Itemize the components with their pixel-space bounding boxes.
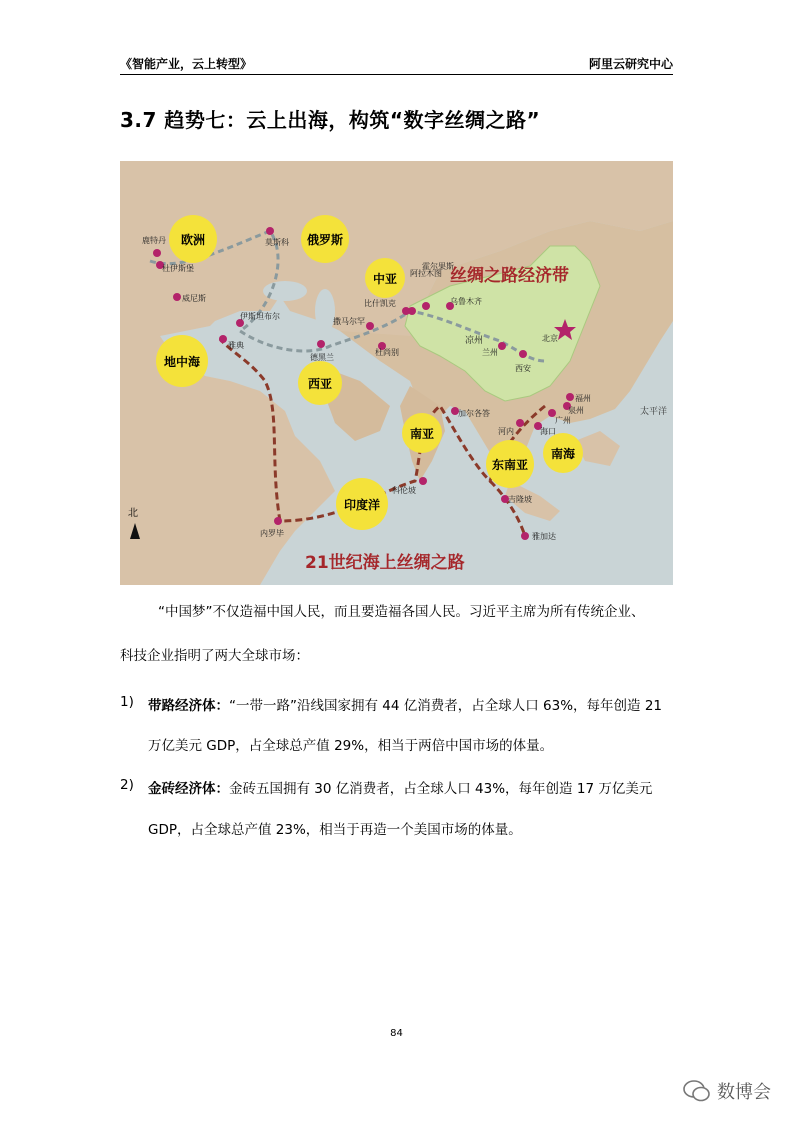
caspian-sea [315,289,335,333]
svg-text:鹿特丹: 鹿特丹 [142,236,166,245]
svg-text:德黑兰: 德黑兰 [310,353,334,362]
list-item-1-text: “一带一路”沿线国家拥有 44 亿消费者，占全球人口 63%，每年创造 21 [229,698,663,714]
svg-text:雅加达: 雅加达 [532,532,556,541]
svg-text:西安: 西安 [515,364,531,373]
belt-title: 丝绸之路经济带 [450,266,569,286]
svg-text:吉隆坡: 吉隆坡 [508,495,532,504]
svg-text:兰州: 兰州 [482,348,498,357]
svg-text:加尔各答: 加尔各答 [458,409,490,418]
svg-text:比什凯克: 比什凯克 [364,299,396,308]
svg-text:凉州: 凉州 [465,336,484,346]
svg-text:俄罗斯: 俄罗斯 [306,233,344,247]
region-west-asia [298,361,342,405]
svg-text:福州: 福州 [575,394,591,403]
svg-text:杜伊斯堡: 杜伊斯堡 [162,264,194,273]
svg-text:泉州: 泉州 [568,406,584,415]
wechat-icon [683,1080,711,1102]
region-central-asia [365,258,405,298]
silk-road-map [120,161,673,585]
list-item-2-number: 2) [120,777,134,793]
section-title: 3.7 趋势七：云上出海，构筑“数字丝绸之路” [120,108,541,132]
svg-text:中亚: 中亚 [372,272,398,286]
list-item-1-line-2: 万亿美元 GDP，占全球总产值 29%，相当于两倍中国市场的体量。 [148,738,554,754]
region-russia [301,215,349,263]
region-mediterranean [156,335,208,387]
svg-text:海口: 海口 [540,427,556,436]
region-south-china-sea [543,433,583,473]
svg-text:内罗毕: 内罗毕 [260,529,284,538]
region-southeast-asia [486,440,534,488]
svg-text:欧洲: 欧洲 [180,233,206,247]
list-item-1-line-1 [148,694,675,714]
svg-text:西亚: 西亚 [307,377,333,391]
svg-text:东南亚: 东南亚 [491,458,529,472]
header-left: 《智能产业，云上转型》 [120,57,253,71]
header-rule [120,74,673,75]
pacific-label: 太平洋 [640,407,668,417]
list-item-1-number: 1) [120,694,134,710]
sea-road-title: 21世纪海上丝绸之路 [305,553,465,573]
svg-text:伊斯坦布尔: 伊斯坦布尔 [240,312,280,321]
svg-text:乌鲁木齐: 乌鲁木齐 [450,297,482,306]
region-south-asia [402,413,442,453]
svg-text:地中海: 地中海 [163,355,201,369]
svg-text:撒马尔罕: 撒马尔罕 [333,317,365,326]
watermark [683,1078,771,1104]
svg-text:霍尔果斯: 霍尔果斯 [422,262,454,271]
svg-text:威尼斯: 威尼斯 [182,294,206,303]
list-item-1-label: 带路经济体： [148,698,229,714]
city-jakarta [521,531,556,541]
list-item-2-label: 金砖经济体： [148,781,229,797]
svg-text:南海: 南海 [550,447,576,461]
watermark-text: 数博会 [717,1082,771,1103]
svg-text:河内: 河内 [498,427,514,436]
svg-text:莫斯科: 莫斯科 [265,238,289,247]
svg-text:阿拉木图: 阿拉木图 [410,269,442,278]
svg-text:杜尚别: 杜尚别 [375,348,399,357]
paragraph-line-1: “中国梦”不仅造福中国人民，而且要造福各国人民。习近平主席为所有传统企业、 [158,604,645,620]
svg-text:印度洋: 印度洋 [343,498,381,512]
list-item-2-line-1 [148,777,675,797]
city-kuala-lumpur [501,494,532,504]
list-item-2-line-2: GDP，占全球总产值 23%，相当于再造一个美国市场的体量。 [148,822,522,838]
page-number: 84 [390,1028,403,1039]
svg-text:南亚: 南亚 [409,427,435,441]
region-indian-ocean [336,478,388,530]
paragraph-line-2: 科技企业指明了两大全球市场： [120,648,309,664]
header-right: 阿里云研究中心 [588,57,673,71]
region-europe [169,215,217,263]
list-item-2-text: 金砖五国拥有 30 亿消费者，占全球人口 43%，每年创造 17 万亿美元 [229,781,653,797]
svg-text:科伦坡: 科伦坡 [392,486,416,495]
city-liangzhou [465,334,483,346]
svg-text:广州: 广州 [555,416,571,425]
north-label: 北 [128,508,138,519]
svg-text:北京: 北京 [542,334,558,343]
svg-text:雅典: 雅典 [228,341,244,350]
